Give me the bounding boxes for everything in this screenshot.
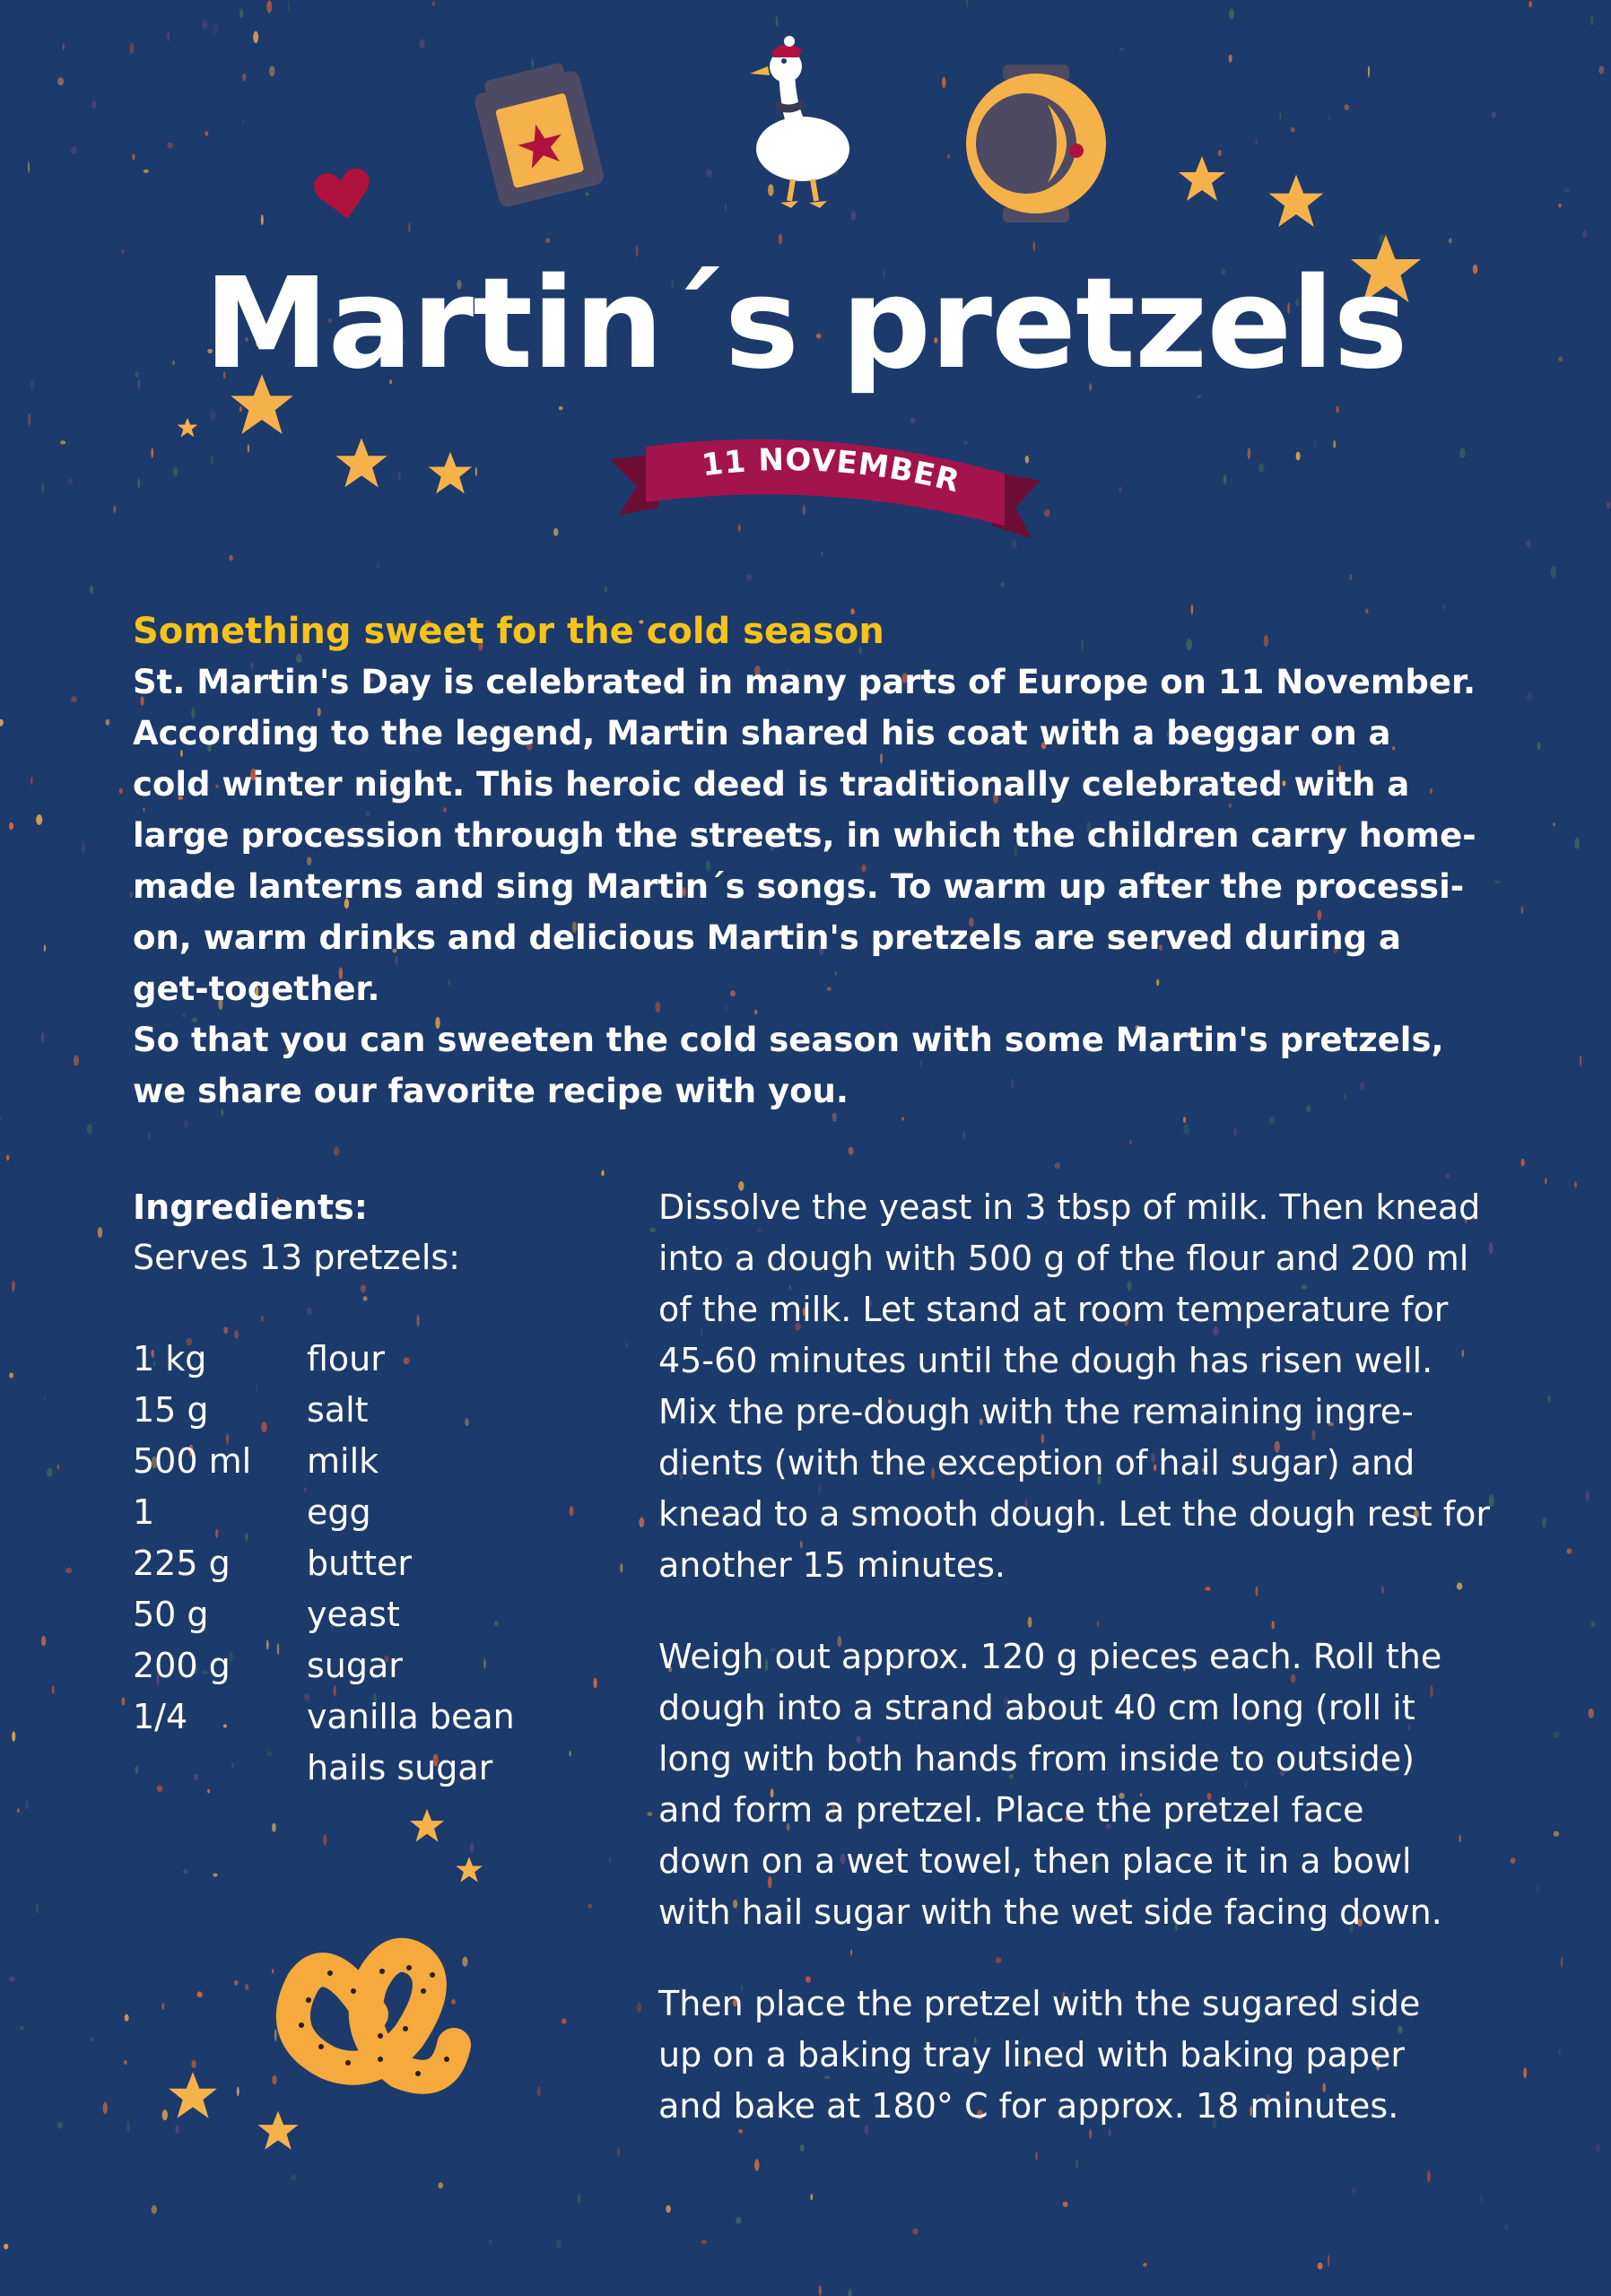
ribbon-banner bbox=[610, 429, 1041, 563]
speckle bbox=[1223, 474, 1227, 484]
ingredient-qty: 500 ml bbox=[133, 1441, 252, 1481]
speckle bbox=[173, 467, 179, 477]
speckle bbox=[1427, 2170, 1431, 2182]
speckle bbox=[963, 1132, 966, 1139]
speckle bbox=[1314, 440, 1316, 451]
ingredient-qty: 200 g bbox=[133, 1646, 231, 1685]
speckle bbox=[242, 74, 246, 82]
speckle bbox=[74, 1055, 79, 1065]
speckle bbox=[152, 2205, 157, 2214]
speckle bbox=[71, 696, 77, 702]
speckle bbox=[588, 1904, 593, 1909]
speckle bbox=[41, 1032, 44, 1042]
speckle bbox=[245, 1984, 248, 1991]
speckle bbox=[901, 1117, 904, 1121]
speckle bbox=[41, 482, 44, 494]
speckle bbox=[556, 2239, 562, 2248]
speckle bbox=[1119, 48, 1125, 51]
speckle bbox=[0, 1117, 2, 1120]
instruction-step: Weigh out approx. 120 g pieces each. Roll the dough into a strand about 40 cm long (roll it long with both hands from inside to outside) and form a pretzel. Place the pretzel face down on a wet towel, then place it in a bowl with hail sugar with the wet side facing down. bbox=[658, 1637, 1442, 1932]
speckle bbox=[0, 719, 4, 726]
ingredient-row bbox=[133, 1589, 635, 1640]
speckle bbox=[148, 1132, 150, 1141]
ingredient-name: sugar bbox=[307, 1646, 403, 1685]
speckle bbox=[1569, 406, 1572, 410]
speckle bbox=[1521, 1159, 1525, 1167]
speckle bbox=[202, 20, 207, 30]
speckle bbox=[910, 417, 915, 423]
star-icon bbox=[1175, 152, 1229, 206]
speckle bbox=[168, 143, 173, 148]
speckle bbox=[1234, 1128, 1237, 1136]
speckle bbox=[1229, 8, 1234, 20]
ingredient-row bbox=[133, 1743, 635, 1794]
speckle bbox=[376, 562, 379, 569]
speckle bbox=[82, 841, 85, 854]
speckle bbox=[1291, 127, 1295, 133]
serves-label: Serves 13 pretzels: bbox=[133, 1238, 460, 1277]
ingredient-name: hails sugar bbox=[307, 1748, 493, 1787]
speckle bbox=[183, 1869, 187, 1874]
speckle bbox=[1143, 2263, 1147, 2266]
speckle bbox=[1574, 838, 1580, 849]
ingredient-row bbox=[133, 1640, 635, 1692]
speckle bbox=[28, 413, 30, 426]
ingredient-name: vanilla bean bbox=[307, 1697, 515, 1736]
speckle bbox=[25, 1800, 29, 1810]
speckle bbox=[103, 2101, 108, 2114]
speckle bbox=[1561, 1957, 1563, 1968]
speckle bbox=[1481, 2194, 1483, 2204]
speckle bbox=[239, 9, 243, 18]
speckle bbox=[1588, 1709, 1594, 1718]
speckle bbox=[1574, 1181, 1577, 1187]
speckle bbox=[1567, 1548, 1572, 1553]
star-icon bbox=[176, 416, 199, 439]
speckle bbox=[183, 1120, 187, 1128]
speckle bbox=[161, 2003, 164, 2010]
speckle bbox=[1119, 486, 1121, 492]
speckle bbox=[578, 2194, 581, 2204]
ingredient-qty bbox=[133, 1743, 307, 1794]
speckle bbox=[545, 238, 550, 243]
speckle bbox=[1328, 2255, 1329, 2267]
ingredient-row bbox=[133, 1436, 635, 1487]
ingredient-name: butter bbox=[307, 1544, 413, 1583]
speckle bbox=[57, 1465, 60, 1470]
speckle bbox=[205, 131, 208, 136]
instruction-step: Then place the pretzel with the sugared side up on a baking tray lined with baking paper and bake at 180° C for approx. 18 minutes. bbox=[658, 1984, 1421, 2126]
speckle bbox=[912, 2229, 918, 2235]
speckle bbox=[68, 479, 73, 485]
ingredient-name: salt bbox=[307, 1390, 369, 1430]
speckle bbox=[617, 2148, 620, 2156]
speckle bbox=[334, 1147, 340, 1156]
speckle bbox=[637, 2003, 642, 2013]
speckle bbox=[65, 1568, 72, 1574]
ingredient-qty: 1 kg bbox=[133, 1339, 207, 1378]
speckle bbox=[1598, 65, 1604, 74]
speckle bbox=[119, 788, 123, 795]
banner-date: 11 NOVEMBER bbox=[700, 441, 964, 500]
ingredient-qty: 1 bbox=[133, 1492, 155, 1532]
speckle bbox=[537, 2087, 541, 2097]
ingredient-name: flour bbox=[307, 1339, 385, 1378]
speckle bbox=[639, 1518, 644, 1527]
speckle bbox=[132, 154, 135, 161]
speckle bbox=[1527, 540, 1531, 548]
speckle bbox=[1255, 139, 1257, 144]
speckle bbox=[60, 440, 65, 444]
speckle bbox=[1554, 1732, 1560, 1738]
speckle bbox=[736, 2217, 741, 2224]
speckle bbox=[966, 0, 969, 7]
speckle bbox=[272, 1823, 276, 1832]
speckle bbox=[432, 1, 435, 6]
speckle bbox=[819, 2285, 823, 2296]
speckle bbox=[489, 2239, 492, 2245]
speckle bbox=[609, 1857, 611, 1863]
speckle bbox=[470, 1842, 474, 1853]
speckle bbox=[1328, 116, 1330, 120]
ingredient-row bbox=[133, 1487, 635, 1538]
speckle bbox=[323, 1834, 327, 1845]
speckle bbox=[1580, 1055, 1581, 1066]
speckle bbox=[475, 467, 477, 477]
speckle bbox=[1349, 574, 1352, 580]
speckle bbox=[52, 1685, 55, 1694]
ingredients-section bbox=[133, 1182, 635, 1794]
speckle bbox=[41, 1636, 46, 1646]
speckle bbox=[947, 154, 950, 160]
speckle bbox=[1590, 1621, 1595, 1628]
speckle bbox=[1459, 448, 1466, 458]
speckle bbox=[562, 2018, 567, 2024]
speckle bbox=[213, 1874, 217, 1877]
speckle bbox=[113, 505, 116, 513]
speckle bbox=[210, 409, 215, 421]
speckle bbox=[175, 2125, 179, 2133]
speckle bbox=[810, 2194, 813, 2200]
speckle bbox=[1449, 238, 1452, 243]
ingredient-qty: 50 g bbox=[133, 1595, 209, 1634]
speckle bbox=[419, 39, 424, 49]
speckle bbox=[144, 170, 149, 173]
speckle bbox=[1368, 65, 1370, 77]
speckle bbox=[234, 1980, 238, 1986]
speckle bbox=[6, 1155, 10, 1161]
speckle bbox=[1258, 463, 1265, 472]
speckle bbox=[242, 119, 244, 124]
speckle bbox=[237, 2087, 239, 2097]
speckle bbox=[9, 822, 13, 830]
speckle bbox=[1528, 1, 1532, 7]
speckle bbox=[288, 1, 290, 11]
speckle bbox=[1044, 509, 1050, 517]
speckle bbox=[92, 100, 97, 109]
speckle bbox=[291, 2175, 296, 2181]
speckle bbox=[210, 456, 213, 465]
speckle bbox=[151, 448, 153, 458]
speckle bbox=[266, 1, 272, 13]
speckle bbox=[942, 77, 946, 88]
speckle bbox=[1527, 692, 1532, 702]
speckle bbox=[197, 1991, 203, 1997]
speckle bbox=[9, 1372, 13, 1378]
speckle bbox=[849, 1147, 854, 1155]
speckle bbox=[559, 406, 563, 410]
speckle bbox=[1183, 1117, 1186, 1123]
goose-icon bbox=[727, 32, 870, 212]
speckle bbox=[229, 555, 233, 561]
speckle bbox=[604, 586, 607, 593]
speckle bbox=[87, 1124, 92, 1134]
speckle bbox=[1063, 2202, 1068, 2207]
ingredient-row bbox=[133, 1692, 635, 1743]
speckle bbox=[1585, 1491, 1589, 1500]
speckle bbox=[1554, 1831, 1560, 1837]
intro-heading: Something sweet for the cold season bbox=[133, 611, 884, 652]
speckle bbox=[1582, 230, 1587, 239]
speckle bbox=[44, 1396, 47, 1402]
speckle bbox=[12, 1731, 15, 1741]
speckle bbox=[706, 169, 712, 178]
speckle bbox=[57, 77, 64, 85]
ingredient-name: egg bbox=[307, 1492, 371, 1532]
speckle bbox=[36, 1903, 39, 1914]
speckle bbox=[253, 31, 258, 43]
speckle bbox=[1183, 1124, 1189, 1135]
moon-lantern-icon bbox=[951, 57, 1121, 228]
speckle bbox=[269, 65, 274, 76]
speckle bbox=[650, 1228, 656, 1233]
speckle bbox=[47, 1468, 52, 1477]
speckle bbox=[1590, 16, 1593, 26]
speckle bbox=[167, 31, 170, 42]
speckle bbox=[746, 574, 752, 580]
speckle bbox=[30, 777, 33, 785]
speckle bbox=[1505, 2224, 1509, 2230]
speckle bbox=[1551, 566, 1557, 578]
speckle bbox=[1229, 55, 1232, 63]
ingredient-row bbox=[133, 1385, 635, 1436]
speckle bbox=[28, 161, 30, 173]
speckle bbox=[44, 944, 46, 952]
ingredient-qty: 15 g bbox=[133, 1390, 209, 1430]
speckle bbox=[1333, 440, 1336, 448]
speckle bbox=[1248, 448, 1251, 459]
page-title: Martin´s pretzels bbox=[204, 251, 1407, 397]
speckle bbox=[779, 234, 782, 245]
speckle bbox=[63, 43, 65, 50]
speckle bbox=[438, 2182, 443, 2188]
speckle bbox=[1296, 452, 1301, 461]
speckle bbox=[1129, 1140, 1132, 1145]
speckle bbox=[9, 1976, 15, 1981]
speckle bbox=[1520, 907, 1523, 915]
speckle bbox=[1563, 188, 1569, 193]
speckle bbox=[776, 16, 779, 27]
pretzel-icon bbox=[266, 1928, 477, 2108]
speckle bbox=[848, 2289, 851, 2296]
speckle bbox=[122, 1697, 126, 1706]
speckle bbox=[20, 2026, 23, 2031]
speckle bbox=[4, 2244, 8, 2249]
speckle bbox=[125, 2014, 129, 2022]
speckle bbox=[1537, 742, 1540, 750]
ingredients-list bbox=[133, 1334, 635, 1794]
speckle bbox=[12, 1281, 15, 1292]
speckle bbox=[106, 719, 110, 726]
star-icon bbox=[1265, 170, 1328, 233]
speckle bbox=[57, 2121, 63, 2129]
speckle bbox=[408, 222, 410, 233]
ingredient-row bbox=[133, 1334, 635, 1385]
speckle bbox=[1336, 406, 1339, 413]
speckle bbox=[71, 146, 77, 154]
ingredients-heading: Ingredients: bbox=[133, 1187, 368, 1227]
star-icon bbox=[332, 434, 391, 493]
lantern-icon bbox=[448, 54, 628, 215]
speckle bbox=[1607, 501, 1610, 509]
speckle bbox=[1318, 2263, 1323, 2270]
star-icon bbox=[255, 2108, 301, 2154]
speckle bbox=[130, 43, 135, 54]
speckle bbox=[1033, 241, 1036, 251]
speckle bbox=[1344, 104, 1349, 110]
speckle bbox=[1055, 1162, 1060, 1169]
speckle bbox=[36, 814, 42, 825]
ingredient-qty: 225 g bbox=[133, 1544, 231, 1583]
ingredient-name: yeast bbox=[307, 1595, 400, 1634]
speckle bbox=[213, 23, 218, 35]
speckle bbox=[1558, 204, 1562, 207]
speckle bbox=[1279, 112, 1281, 119]
speckle bbox=[1553, 822, 1555, 826]
speckle bbox=[553, 528, 559, 536]
speckle bbox=[1352, 2187, 1355, 2195]
ingredient-name: milk bbox=[307, 1441, 379, 1481]
speckle bbox=[248, 444, 249, 452]
star-icon bbox=[425, 448, 475, 499]
speckle bbox=[126, 2121, 129, 2133]
heart-icon bbox=[310, 161, 377, 228]
speckle bbox=[1596, 2144, 1600, 2153]
speckle bbox=[701, 2240, 707, 2244]
intro-section bbox=[133, 606, 1514, 1117]
speckle bbox=[90, 586, 93, 594]
speckle bbox=[666, 2205, 671, 2213]
speckle bbox=[1558, 2048, 1561, 2054]
speckle bbox=[397, 471, 401, 481]
speckle bbox=[90, 2038, 94, 2041]
speckle bbox=[261, 214, 264, 225]
speckle bbox=[851, 211, 857, 221]
speckle bbox=[647, 1812, 652, 1816]
speckle bbox=[137, 478, 140, 488]
star-icon bbox=[165, 2068, 221, 2124]
instruction-step: Dissolve the yeast in 3 tbsp of milk. Then knead into a dough with 500 g of the flour and 200 ml of the milk. Let stand at room temperature for 45-60 minutes until the dough has risen well. Mix the pre-dough with the remaining ingre- dients (with the exception of hail sugar) and knead to a smooth dough. Let the dough rest for another 15 minutes. bbox=[658, 1187, 1490, 1585]
speckle bbox=[1001, 582, 1005, 587]
star-icon bbox=[407, 1806, 447, 1846]
speckle bbox=[124, 2060, 126, 2065]
speckle bbox=[1269, 1117, 1275, 1125]
speckle bbox=[1547, 1396, 1551, 1402]
ingredient-row bbox=[133, 1538, 635, 1589]
speckle bbox=[601, 1170, 604, 1177]
ingredient-qty: 1/4 bbox=[133, 1697, 188, 1736]
speckle bbox=[191, 2060, 196, 2068]
instructions-section bbox=[658, 1182, 1546, 2172]
star-icon bbox=[454, 1855, 484, 1885]
speckle bbox=[1492, 112, 1496, 118]
speckle bbox=[17, 1808, 20, 1813]
intro-text: St. Martin's Day is celebrated in many parts of Europe on 11 November. According to the legend, Martin shared his coat with a beggar on a cold winter night. This heroic deed is traditionally celebrated with a large procession through the streets, in which the children carry home- made lanterns and sing Martin´s songs. To warm up after the processi- on, warm drinks and delicious Martin's pretzels are served during a get-together. So that you can sweeten the cold season with some Martin's pretzels, we share our favorite recipe with you. bbox=[133, 663, 1476, 1110]
speckle bbox=[98, 1227, 102, 1238]
speckle bbox=[1446, 1174, 1450, 1178]
